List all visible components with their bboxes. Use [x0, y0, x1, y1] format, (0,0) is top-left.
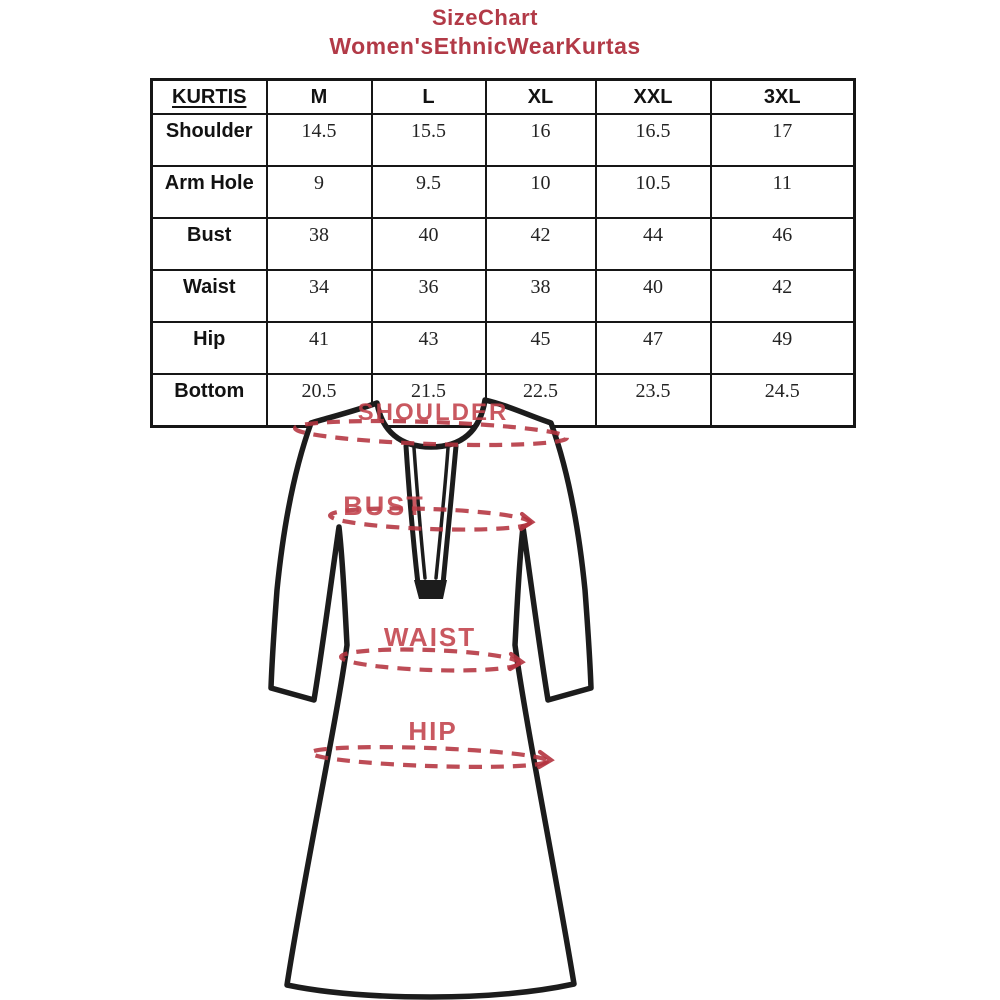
size-value-cell: 16 — [486, 114, 596, 166]
size-value-cell: 38 — [267, 218, 372, 270]
size-value-cell: 43 — [372, 322, 486, 374]
size-value-cell: 17 — [711, 114, 855, 166]
size-value-cell: 20.5 — [267, 374, 372, 427]
size-value-cell: 42 — [486, 218, 596, 270]
column-header-label: M — [310, 85, 328, 108]
size-value-cell: 9.5 — [372, 166, 486, 218]
page-title-line1: SizeChart — [432, 5, 538, 30]
size-value-cell: 40 — [596, 270, 711, 322]
placket-tip — [414, 580, 447, 599]
size-value-cell: 36 — [372, 270, 486, 322]
size-value-cell: 47 — [596, 322, 711, 374]
column-header-label: KURTIS — [172, 85, 247, 108]
size-value-cell: 10 — [486, 166, 596, 218]
column-header-label: L — [422, 85, 435, 108]
bust-label: BUST — [343, 491, 425, 521]
size-value-cell: 40 — [372, 218, 486, 270]
size-value-cell: 24.5 — [711, 374, 855, 427]
hip-label: HIP — [408, 716, 458, 746]
waist-label: WAIST — [383, 622, 477, 652]
size-value-cell: 22.5 — [486, 374, 596, 427]
column-header-label: XL — [527, 85, 554, 108]
size-value-cell: 16.5 — [596, 114, 711, 166]
row-label: Hip — [152, 322, 267, 374]
size-value-cell: 21.5 — [372, 374, 486, 427]
size-value-cell: 44 — [596, 218, 711, 270]
size-value-cell: 38 — [486, 270, 596, 322]
size-value-cell: 42 — [711, 270, 855, 322]
size-value-cell: 23.5 — [596, 374, 711, 427]
column-header-label: 3XL — [763, 85, 801, 108]
size-value-cell: 9 — [267, 166, 372, 218]
row-label: Bust — [152, 218, 267, 270]
kurta-outline — [271, 400, 591, 997]
shoulder-label: SHOULDER — [357, 399, 509, 426]
column-header-label: XXL — [633, 85, 673, 108]
size-value-cell: 34 — [267, 270, 372, 322]
size-value-cell: 45 — [486, 322, 596, 374]
row-label: Waist — [152, 270, 267, 322]
size-value-cell: 41 — [267, 322, 372, 374]
size-value-cell: 14.5 — [267, 114, 372, 166]
size-value-cell: 46 — [711, 218, 855, 270]
size-value-cell: 10.5 — [596, 166, 711, 218]
size-value-cell: 49 — [711, 322, 855, 374]
row-label: Bottom — [152, 374, 267, 427]
row-label: Arm Hole — [152, 166, 267, 218]
size-value-cell: 11 — [711, 166, 855, 218]
page-title-line2: Women'sEthnicWearKurtas — [329, 32, 641, 59]
row-label: Shoulder — [152, 114, 267, 166]
size-value-cell: 15.5 — [372, 114, 486, 166]
